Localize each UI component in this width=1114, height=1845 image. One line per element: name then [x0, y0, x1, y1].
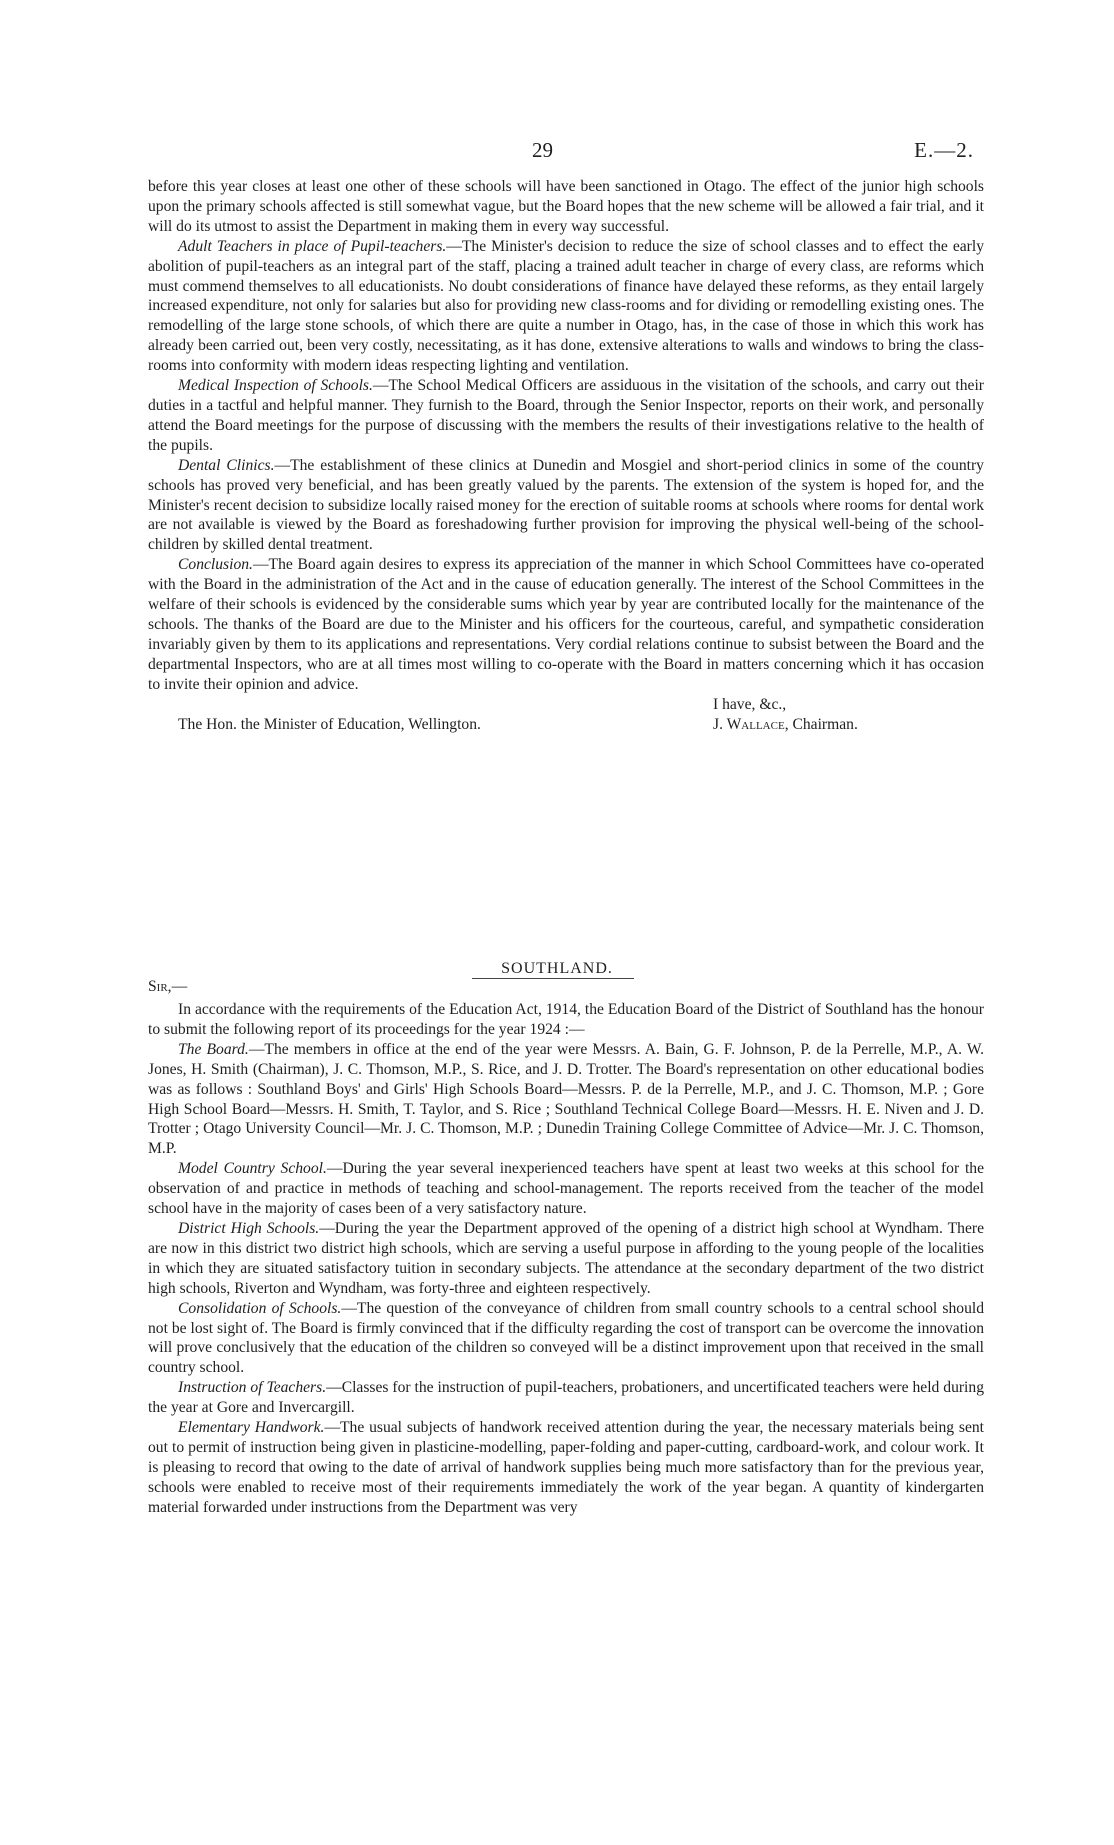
- page-number: 29: [532, 138, 553, 162]
- paragraph-adult-teachers: [148, 237, 984, 376]
- paragraph-text: —The usual subjects of handwork received attention during the year, the necessary materials being sent out to permit of instruction being given in plasticine-modelling, paper-folding and paper-cutting, cardboard-work, and colour work. It is pleasing to record that owing to the date of arrival of handwork supplies being much more satisfactory than for the previous year, schools were enabled to receive most of their requirements immediately the work of the year began. A quantity of kindergarten material forwarded under instructions from the Department was very: [148, 1419, 985, 1516]
- section-title-medical-inspection: Medical Inspection of Schools.: [178, 377, 373, 395]
- section-title-model-school: Model Country School.: [178, 1160, 327, 1178]
- paragraph-text: —The question of the conveyance of children from small country schools to a central school should not be lost sight of. The Board is firmly convinced that if the difficulty regarding the cost of transport can be overcome the innovation will prove conclusively that the education of the children so conveyed will be a distinct improvement upon that received in the small country school.: [148, 1299, 984, 1377]
- section-title-handwork: Elementary Handwork.: [178, 1419, 325, 1437]
- section-divider: [472, 978, 634, 979]
- section-title-instruction: Instruction of Teachers.: [178, 1379, 327, 1397]
- section-title-adult-teachers: Adult Teachers in place of Pupil-teachers.: [178, 237, 447, 255]
- paragraph-text: —The School Medical Officers are assiduous in the visitation of the schools, and carry out their duties in a tactful and helpful manner. They furnish to the Board, through the Senior Inspector, reports on their work, and personally attend the Board meetings for the purpose of discussing with the members the results of their investigations relative to the health of the pupils.: [148, 377, 984, 454]
- signatory-role: , Chairman.: [784, 715, 858, 733]
- salutation: Sir,—: [148, 978, 188, 995]
- section-title-consolidation: Consolidation of Schools.: [178, 1299, 342, 1317]
- paragraph-dental-clinics: [148, 456, 984, 556]
- paragraph-text: —Classes for the instruction of pupil-teachers, probationers, and uncertificated teachers were held during the year at Gore and Invercargill.: [148, 1379, 984, 1417]
- section-title-district-high-schools: District High Schools.: [178, 1219, 320, 1237]
- paragraph-text: —The establishment of these clinics at Dunedin and Mosgiel and short-period clinics in some of the country schools has proved very beneficial, and has been greatly valued by the parents. The extension of the system is hoped for, and the Minister's recent decision to subsidize locally raised money for the erection of suitable rooms at schools where rooms for dental work are not available is viewed by the Board as foreshadowing further provision for improving the physical well-being of the school-children by skilled dental treatment.: [148, 456, 984, 554]
- southland-report: [148, 1000, 984, 1518]
- section-heading-southland: SOUTHLAND.: [501, 960, 613, 977]
- paragraph-consolidation: [148, 1299, 984, 1379]
- paragraph-text: —During the year the Department approved of the opening of a district high school at Wyndham. There are now in this district two district high schools, which are serving a useful purpose in affording to the young people of the localities in which they are situated satisfactory tuition in secondary subjects. The attendance at the secondary department of the two district high schools, Riverton and Wyndham, was forty-three and eighteen respectively.: [148, 1219, 985, 1297]
- paragraph-instruction: [148, 1378, 984, 1418]
- otago-report-end: [148, 177, 984, 735]
- closing-row: [148, 695, 984, 715]
- section-title-dental-clinics: Dental Clinics.: [178, 456, 275, 474]
- paragraph-medical-inspection: [148, 376, 984, 456]
- paragraph-board: [148, 1040, 984, 1159]
- paragraph-text: —During the year several inexperienced teachers have spent at least two weeks at this school for the observation of and practice in methods of teaching and school-management. The reports received from the teacher of the model school have in the majority of cases been of a very satisfactory nature.: [148, 1160, 984, 1218]
- addressee: The Hon. the Minister of Education, Wellington.: [178, 715, 481, 733]
- signature: [713, 715, 858, 735]
- paragraph-intro: [148, 1000, 984, 1040]
- paragraph-conclusion: [148, 555, 984, 694]
- paragraph-text: —The Minister's decision to reduce the size of school classes and to effect the early abolition of pupil-teachers as an integral part of the staff, placing a trained adult teacher in charge of every class, are reforms which must commend themselves to all educationists. No doubt considerations of finance have delayed these reforms, as they entail largely increased expenditure, not only for salaries but also for providing new class-rooms and for dividing or remodelling existing ones. The remodelling of the large stone schools, of which there are quite a number in Otago, has, in the case of those in which this work has already been carried out, been very costly, necessitating, as it has done, extensive alterations to walls and windows to bring the class-rooms into conformity with modern ideas respecting lighting and ventilation.: [148, 237, 984, 375]
- section-title-conclusion: Conclusion.: [178, 556, 253, 574]
- signatory-name: J. Wallace: [713, 715, 785, 733]
- series-code: E.—2.: [914, 138, 974, 162]
- closing-phrase: I have, &c.,: [713, 695, 787, 713]
- paragraph-text: —The members in office at the end of the year were Messrs. A. Bain, G. F. Johnson, P. de la Perrelle, M.P., A. W. Jones, H. Smith (Chairman), J. C. Thomson, M.P., S. Rice, and J. D. Trotter. The Board's representation on other educational bodies was as follows : Southland Boys' and Girls' High Schools Board—Messrs. P. de la Perrelle, M.P., and J. C. Thomson, M.P. ; Gore High School Board—Messrs. H. Smith, T. Taylor, and S. Rice ; Southland Technical College Board—Messrs. H. E. Niven and J. D. Trotter ; Otago University Council—Mr. J. C. Thomson, M.P. ; Dunedin Training College Committee of Advice—Mr. J. C. Thomson, M.P.: [148, 1040, 985, 1158]
- paragraph-model-school: [148, 1159, 984, 1219]
- page-header: [0, 138, 1114, 168]
- paragraph-text: In accordance with the requirements of the Education Act, 1914, the Education Board of the District of Southland has the honour to submit the following report of its proceedings for the year 1924 :—: [148, 1001, 984, 1038]
- paragraph-district-high-schools: [148, 1219, 984, 1299]
- paragraph-text: before this year closes at least one other of these schools will have been sanctioned in Otago. The effect of the junior high schools upon the primary schools affected is still somewhat vague, but the Board hopes that the new scheme will be allowed a fair trial, and it will do its utmost to assist the Department in making them in every way successful.: [148, 178, 984, 235]
- signature-row: [148, 715, 984, 735]
- paragraph-handwork: [148, 1418, 984, 1518]
- paragraph-text: —The Board again desires to express its appreciation of the manner in which School Committees have co-operated with the Board in the administration of the Act and in the cause of education generally. The interest of the School Committees in the welfare of their schools is evidenced by the considerable sums which year by year are contributed locally for the maintenance of the schools. The thanks of the Board are due to the Minister and his officers for the courteous, careful, and sympathetic consideration invariably given by them to its applications and representations. Very cordial relations continue to subsist between the Board and the departmental Inspectors, who are at all times most willing to co-operate with the Board in matters concerning which it has occasion to invite their opinion and advice.: [148, 556, 984, 693]
- section-title-board: The Board.: [178, 1040, 249, 1058]
- paragraph-junior-high-schools: [148, 177, 984, 237]
